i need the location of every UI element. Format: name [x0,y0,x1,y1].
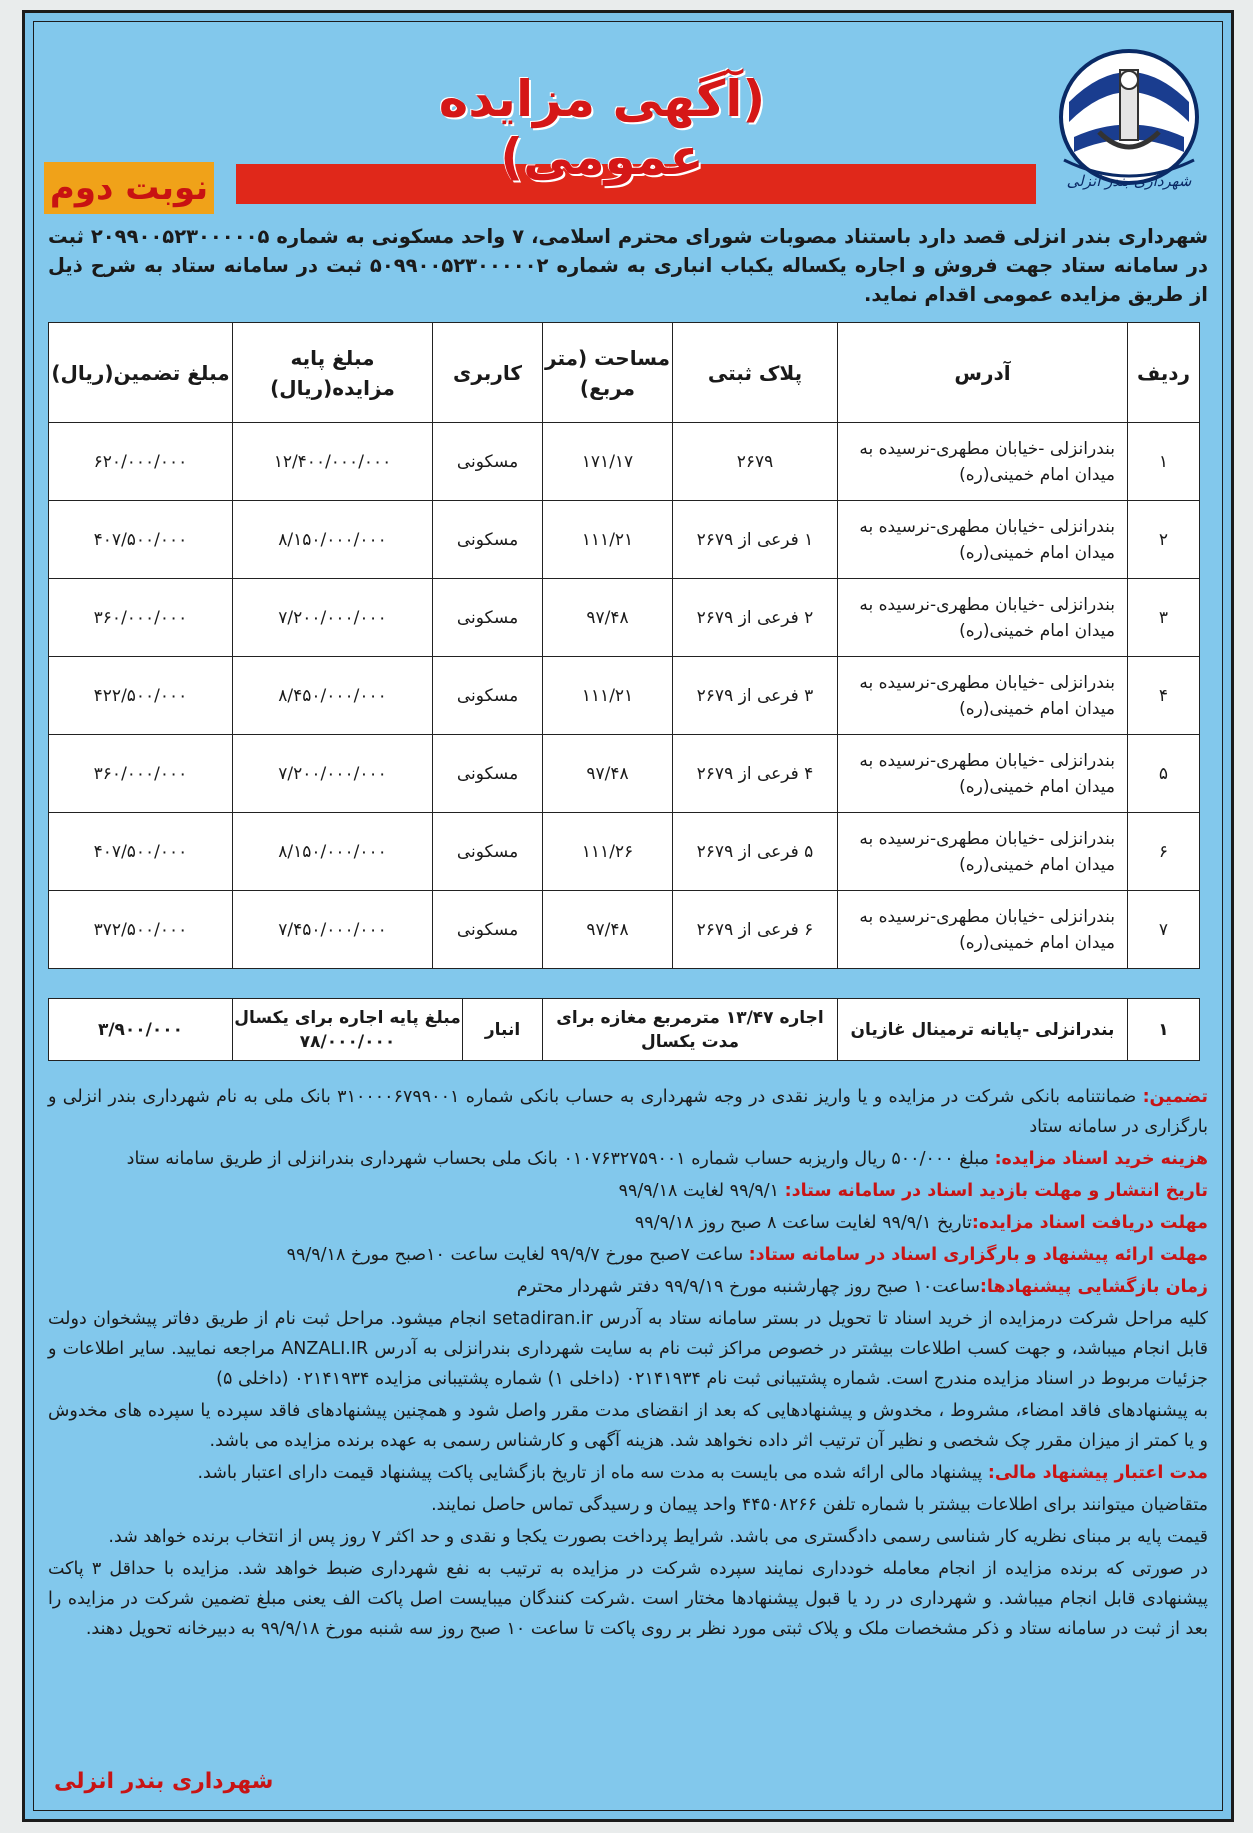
cell-guarantee: ۳۷۲/۵۰۰/۰۰۰ [49,891,233,969]
cell-base-price: ۱۲/۴۰۰/۰۰۰/۰۰۰ [233,423,433,501]
para-5: در صورتی که برنده مزایده از انجام معامله خودداری نمایند سپرده شرکت در مزایده به ترتیب به نفع شهرداری ضبط خواهد شد. مزایده با حداقل ۳ پاکت پیشنهادی قابل انجام میباشد. و شهرداری در رد یا قبول پیشنهادها مختار است .شرکت کنندگان میبایست اصل پاکت الف یعنی مبلغ تضمین شرکت در مزایده را بعد از ثبت در سامانه ستاد و ذکر مشخصات ملک و پلاک ثبتی مورد نظر بر روی پاکت تا ساعت ۱۰ صبح روز سه شنبه مورخ ۹۹/۹/۱۸ به دبیرخانه تحویل دهند. [48,1559,1209,1639]
conditions [48,1082,1208,1646]
cell-row: ۶ [1128,813,1200,891]
cell-base-price: ۸/۴۵۰/۰۰۰/۰۰۰ [233,657,433,735]
cell-area: ۱۱۱/۲۱ [543,657,673,735]
cell-plaque: ۶ فرعی از ۲۶۷۹ [673,891,838,969]
notice-frame [22,10,1234,1822]
rent-address: بندرانزلی -پایانه ترمینال غازیان [838,999,1128,1061]
table-row [49,657,1200,735]
rent-row [49,999,1200,1061]
col-row: ردیف [1128,323,1200,423]
col-plaque: پلاک ثبتی [673,323,838,423]
cell-area: ۹۷/۴۸ [543,891,673,969]
cell-guarantee: ۴۰۷/۵۰۰/۰۰۰ [49,501,233,579]
cell-area: ۱۱۱/۲۱ [543,501,673,579]
col-base-price: مبلغ پایه مزایده(ریال) [233,323,433,423]
col-guarantee: مبلغ تضمین(ریال) [49,323,233,423]
table-row [49,423,1200,501]
cell-usage: مسکونی [433,579,543,657]
cell-base-price: ۷/۲۰۰/۰۰۰/۰۰۰ [233,735,433,813]
para-1: کلیه مراحل شرکت درمزایده از خرید اسناد تا تحویل در بستر سامانه ستاد به آدرس setadiran.ir انجام میشود. مراحل ثبت نام از طریق دفاتر پیشخوان دولت قابل انجام میباشد، و جهت کسب اطلاعات بیشتر در خصوص مراکز ثبت نام به سایت شهرداری بندرانزلی به آدرس ANZALI.IR مراجعه نمایید. سایر اطلاعات و جزئیات مربوط در اسناد مزایده مندرج است. شماره پشتیبانی ثبت نام ۰۲۱۴۱۹۳۴ (داخلی ۱) شماره پشتیبانی مزایده ۰۲۱۴۱۹۳۴ (داخلی ۵) [48,1309,1208,1389]
cell-plaque: ۴ فرعی از ۲۶۷۹ [673,735,838,813]
cell-plaque: ۲ فرعی از ۲۶۷۹ [673,579,838,657]
rent-row-number: ۱ [1128,999,1200,1061]
cell-row: ۷ [1128,891,1200,969]
cell-row: ۵ [1128,735,1200,813]
notice-body [33,21,1223,1811]
cell-address: بندرانزلی -خیابان مطهری-نرسیده به میدان امام خمینی(ره) [838,501,1128,579]
cell-row: ۴ [1128,657,1200,735]
cell-address: بندرانزلی -خیابان مطهری-نرسیده به میدان امام خمینی(ره) [838,657,1128,735]
cell-address: بندرانزلی -خیابان مطهری-نرسیده به میدان امام خمینی(ره) [838,423,1128,501]
cell-address: بندرانزلی -خیابان مطهری-نرسیده به میدان امام خمینی(ره) [838,813,1128,891]
cell-address: بندرانزلی -خیابان مطهری-نرسیده به میدان امام خمینی(ره) [838,579,1128,657]
cell-guarantee: ۴۲۲/۵۰۰/۰۰۰ [49,657,233,735]
cell-plaque: ۳ فرعی از ۲۶۷۹ [673,657,838,735]
logo-caption: شهرداری بندر انزلی [1066,172,1192,190]
cell-base-price: ۸/۱۵۰/۰۰۰/۰۰۰ [233,501,433,579]
cell-base-price: ۷/۲۰۰/۰۰۰/۰۰۰ [233,579,433,657]
col-address: آدرس [838,323,1128,423]
cell-usage: مسکونی [433,735,543,813]
signature: شهرداری بندر انزلی [54,1769,274,1794]
rent-base: مبلغ پایه اجاره برای یکسال ۷۸/۰۰۰/۰۰۰ [233,999,463,1061]
cell-area: ۹۷/۴۸ [543,579,673,657]
col-usage: کاربری [433,323,543,423]
rent-desc: اجاره ۱۳/۴۷ مترمربع مغازه برای مدت یکسال [543,999,838,1061]
para-2: به پیشنهادهای فاقد امضاء، مشروط ، مخدوش و پیشنهادهایی که بعد از انقضای مدت مقرر واصل شود و همچنین پیشنهادهای فاقد سپرده یا سپرده های مخدوش و یا کمتر از میزان مقرر چک شخصی و نظیر آن ترتیب اثر داده نخواهد شد. هزینه آگهی و کارشناس رسمی به عهده برنده مزایده می باشد. [48,1401,1208,1451]
cell-usage: مسکونی [433,657,543,735]
cell-guarantee: ۳۶۰/۰۰۰/۰۰۰ [49,735,233,813]
table-row [49,501,1200,579]
cell-plaque: ۵ فرعی از ۲۶۷۹ [673,813,838,891]
col-area: مساحت (متر مربع) [543,323,673,423]
page-title: (آگهی مزایده عمومی) [438,70,766,186]
validity-line: مدت اعتبار پیشنهاد مالی: پیشنهاد مالی ارائه شده می بایست به مدت سه ماه از تاریخ بازگشایی پاکت پیشنهاد قیمت دارای اعتبار باشد. [197,1463,1208,1483]
cell-base-price: ۸/۱۵۰/۰۰۰/۰۰۰ [233,813,433,891]
cell-row: ۱ [1128,423,1200,501]
table-row [49,813,1200,891]
table-header-row [49,323,1200,423]
cell-guarantee: ۴۰۷/۵۰۰/۰۰۰ [49,813,233,891]
receive-line: مهلت دریافت اسناد مزایده:تاریخ ۹۹/۹/۱ لغایت ساعت ۸ صبح روز ۹۹/۹/۱۸ [634,1213,1208,1233]
rent-usage: انبار [463,999,543,1061]
cell-guarantee: ۳۶۰/۰۰۰/۰۰۰ [49,579,233,657]
cell-base-price: ۷/۴۵۰/۰۰۰/۰۰۰ [233,891,433,969]
rent-guarantee: ۳/۹۰۰/۰۰۰ [49,999,233,1061]
cell-guarantee: ۶۲۰/۰۰۰/۰۰۰ [49,423,233,501]
cell-usage: مسکونی [433,813,543,891]
cell-area: ۹۷/۴۸ [543,735,673,813]
cell-row: ۲ [1128,501,1200,579]
cell-area: ۱۷۱/۱۷ [543,423,673,501]
rent-table [48,998,1200,1061]
cell-usage: مسکونی [433,423,543,501]
cell-address: بندرانزلی -خیابان مطهری-نرسیده به میدان امام خمینی(ره) [838,735,1128,813]
opening-line: زمان بازگشایی پیشنهادها:ساعت۱۰ صبح روز چهارشنبه مورخ ۹۹/۹/۱۹ دفتر شهردار محترم [516,1277,1208,1297]
cell-row: ۳ [1128,579,1200,657]
publish-line: تاریخ انتشار و مهلت بازدید اسناد در سامانه ستاد: ۹۹/۹/۱ لغایت ۹۹/۹/۱۸ [618,1181,1208,1201]
table-row [49,891,1200,969]
para-3: متقاضیان میتوانند برای اطلاعات بیشتر با شماره تلفن ۴۴۵۰۸۲۶۶ واحد پیمان و رسیدگی تماس حاصل نمایند. [431,1495,1208,1515]
intro-paragraph: شهرداری بندر انزلی قصد دارد باستناد مصوبات شورای محترم اسلامی، ۷ واحد مسکونی به شماره ۲۰۹۹۰۰۵۲۳۰۰۰۰۰۵ ثبت در سامانه ستاد جهت فروش و اجاره یکساله یکباب انباری به شماره ۵۰۹۹۰۰۵۲۳۰۰۰۰۰۲ ثبت در سامانه ستاد به شرح ذیل از طریق مزایده عمومی اقدام نماید. [48,225,1208,306]
submit-line: مهلت ارائه پیشنهاد و بارگزاری اسناد در سامانه ستاد: ساعت ۷صبح مورخ ۹۹/۹/۷ لغایت ساعت ۱۰صبح مورخ ۹۹/۹/۱۸ [286,1245,1208,1265]
cell-plaque: ۲۶۷۹ [673,423,838,501]
para-4: قیمت پایه بر مبنای نظریه کار شناسی رسمی دادگستری می باشد. شرایط پرداخت بصورت یکجا و نقدی و حد اکثر ۷ روز پس از انتخاب برنده خواهد شد. [108,1527,1208,1547]
cell-usage: مسکونی [433,501,543,579]
cell-usage: مسکونی [433,891,543,969]
cell-address: بندرانزلی -خیابان مطهری-نرسیده به میدان امام خمینی(ره) [838,891,1128,969]
auction-table [48,322,1200,969]
cell-area: ۱۱۱/۲۶ [543,813,673,891]
cell-plaque: ۱ فرعی از ۲۶۷۹ [673,501,838,579]
guarantee-line: تضمین: ضمانتنامه بانکی شرکت در مزایده و یا واریز نقدی در وجه شهرداری به حساب بانکی شماره ۳۱۰۰۰۰۶۷۹۹۰۰۱ بانک ملی به نام شهرداری بندر انزلی و بارگزاری در سامانه ستاد [48,1087,1208,1137]
round-badge: نوبت دوم [44,162,214,214]
table-row [49,735,1200,813]
docs-cost-line: هزینه خرید اسناد مزایده: مبلغ ۵۰۰/۰۰۰ ریال واریزبه حساب شماره ۰۱۰۷۶۳۲۷۵۹۰۰۱ بانک ملی بحساب شهرداری بندرانزلی از طریق سامانه ستاد [126,1149,1208,1169]
table-row [49,579,1200,657]
